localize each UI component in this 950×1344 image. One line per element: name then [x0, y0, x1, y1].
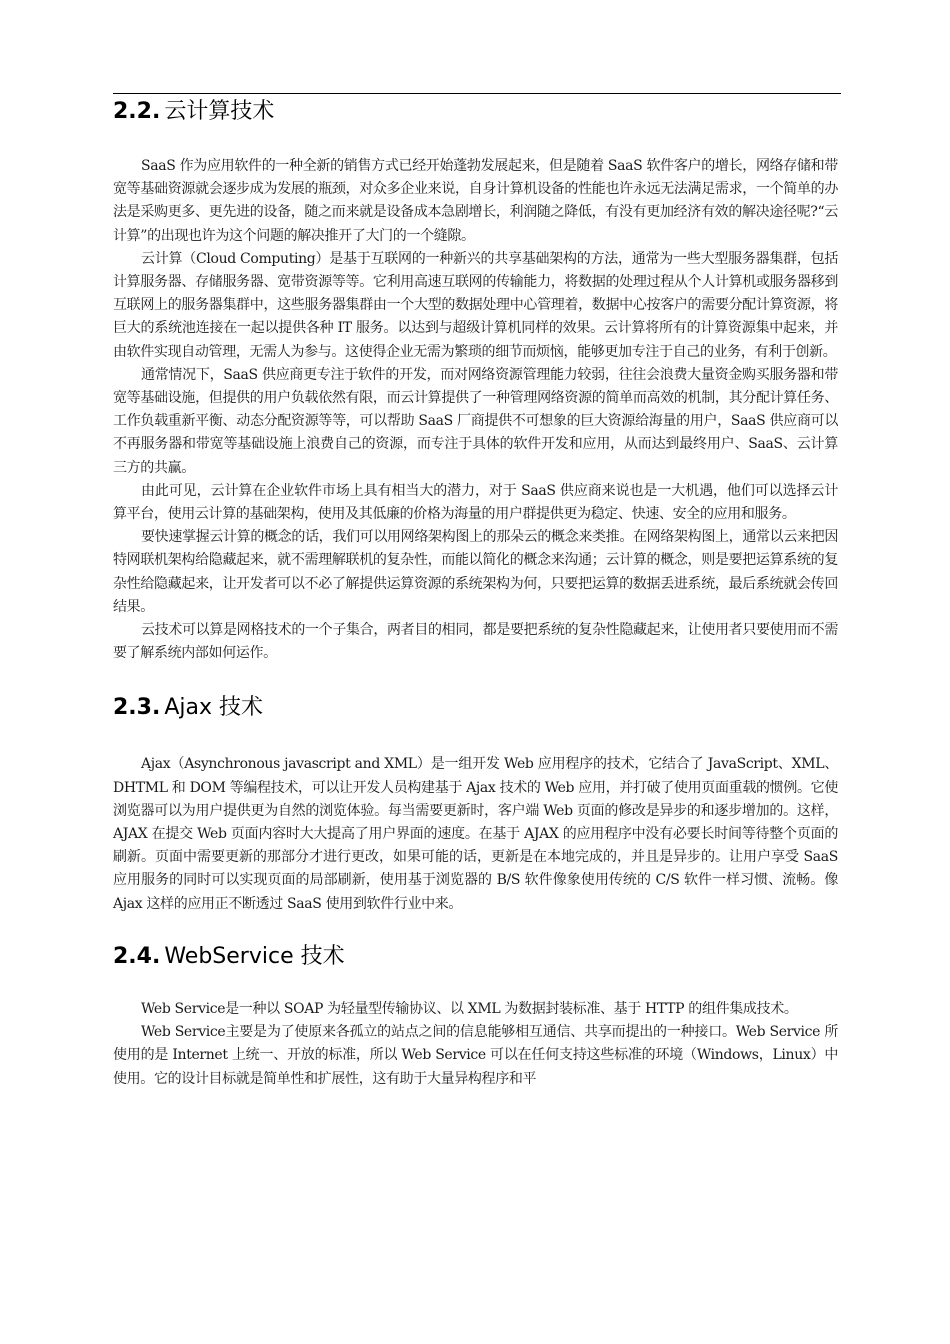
section-title: 云计算技术	[164, 99, 275, 124]
paragraph: 云计算（Cloud Computing）是基于互联网的一种新兴的共享基础架构的方法，通常为一些大型服务器集群，包括计算服务器、存储服务器、宽带资源等等。它利用高速互联网的传输能力，将数据的处理过程从个人计算机或服务器移到互联网上的服务器集群中，这些服务器集群由一个大型的数据处理中心管理着，数据中心按客户的需要分配计算资源，将巨大的系统池连接在一起以提供各种 IT 服务。以达到与超级计算机同样的效果。云计算将所有的计算资源集中起来，并由软件实现自动管理，无需人为参与。这使得企业无需为繁琐的细节而烦恼，能够更加专注于自己的业务，有利于创新。	[113, 250, 838, 360]
paragraph: SaaS 作为应用软件的一种全新的销售方式已经开始蓬勃发展起来，但是随着 SaaS 软件客户的增长，网络存储和带宽等基础资源就会逐步成为发展的瓶颈，对众多企业来说，自身计算机设备的性能也许永远无法满足需求，一个简单的办法是采购更多、更先进的设备，随之而来就是设备成本急剧增长，利润随之降低，有没有更加经济有效的解决途径呢?“云计算”的出现也许为这个问题的解决推开了大门的一个缝隙。	[113, 158, 838, 244]
section-heading	[113, 942, 838, 972]
section-2-3	[113, 693, 838, 915]
section-number: 2.4.	[113, 943, 161, 969]
paragraph: 由此可见，云计算在企业软件市场上具有相当大的潜力，对于 SaaS 供应商来说也是一大机遇，他们可以选择云计算平台，使用云计算的基础架构，使用及其低廉的价格为海量的用户群提供更为稳定、快速、安全的应用和服务。	[113, 482, 838, 523]
section-title: Ajax 技术	[164, 695, 264, 721]
section-body	[113, 998, 838, 1091]
section-title: WebService 技术	[164, 943, 345, 969]
paragraph: 云技术可以算是网格技术的一个子集合，两者目的相同，都是要把系统的复杂性隐藏起来，让使用者只要使用而不需要了解系统内部如何运作。	[113, 622, 838, 662]
section-body	[113, 155, 838, 665]
page-content	[113, 93, 838, 1091]
paragraph: Web Service主要是为了使原来各孤立的站点之间的信息能够相互通信、共享而提出的一种接口。Web Service 所使用的是 Internet 上统一、开放的标准，所以 Web Service 可以在任何支持这些标准的环境（Windows，Linux）中使用。它的设计目标就是简单性和扩展性，这有助于大量异构程序和平	[113, 1024, 838, 1087]
section-heading	[113, 97, 838, 127]
section-heading	[113, 693, 838, 723]
paragraph: 要快速掌握云计算的概念的话，我们可以用网络架构图上的那朵云的概念来类推。在网络架构图上，通常以云来把因特网联机架构给隐藏起来，就不需理解联机的复杂性，而能以简化的概念来沟通；云计算的概念，则是要把运算系统的复杂性给隐藏起来，让开发者可以不必了解提供运算资源的系统架构为何，只要把运算的数据丢进系统，最后系统就会传回结果。	[113, 529, 838, 615]
paragraph: Ajax（Asynchronous javascript and XML）是一组开发 Web 应用程序的技术，它结合了 JavaScript、XML、DHTML 和 DOM 等编程技术，可以让开发人员构建基于 Ajax 技术的 Web 应用，并打破了使用页面重载的惯例。它使浏览器可以为用户提供更为自然的浏览体验。每当需要更新时，客户端 Web 页面的修改是异步的和逐步增加的。这样，AJAX 在提交 Web 页面内容时大大提高了用户界面的速度。在基于 AJAX 的应用程序中没有必要长时间等待整个页面的刷新。页面中需要更新的那部分才进行更改，如果可能的话，更新是在本地完成的，并且是异步的。让用户享受 SaaS 应用服务的同时可以实现页面的局部刷新，使用基于浏览器的 B/S 软件像象使用传统的 C/S 软件一样习惯、流畅。像 Ajax 这样的应用正不断透过 SaaS 使用到软件行业中来。	[113, 756, 838, 912]
section-2-4	[113, 942, 838, 1091]
paragraph: Web Service是一种以 SOAP 为轻量型传输协议、以 XML 为数据封装标准、基于 HTTP 的组件集成技术。	[141, 1000, 798, 1017]
section-body	[113, 753, 838, 915]
paragraph: 通常情况下，SaaS 供应商更专注于软件的开发，而对网络资源管理能力较弱，往往会浪费大量资金购买服务器和带宽等基础设施，但提供的用户负载依然有限，而云计算提供了一种管理网络资源的简单而高效的机制，其分配计算任务、工作负载重新平衡、动态分配资源等等，可以帮助 SaaS 厂商提供不可想象的巨大资源给海量的用户，SaaS 供应商可以不再服务器和带宽等基础设施上浪费自己的资源，而专注于具体的软件开发和应用，从而达到最终用户、SaaS、云计算三方的共赢。	[113, 366, 838, 476]
section-2-2	[113, 97, 838, 665]
section-number: 2.2.	[113, 99, 161, 124]
section-number: 2.3.	[113, 695, 161, 721]
